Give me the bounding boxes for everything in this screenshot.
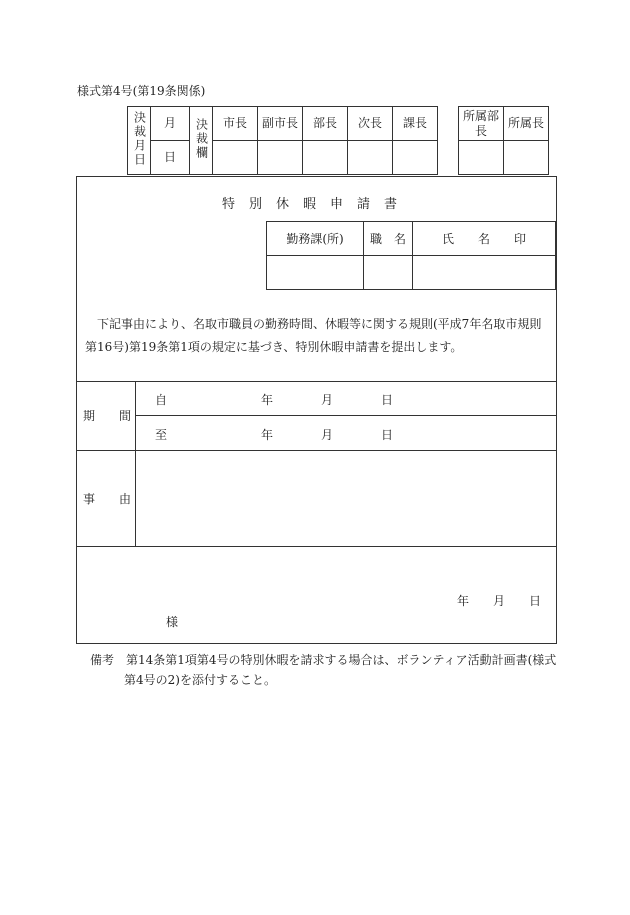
role-dept-director: 所属部長 bbox=[459, 107, 504, 141]
form-number: 様式第4号(第19条関係) bbox=[77, 84, 206, 98]
role-deputy-mayor: 副市長 bbox=[258, 107, 303, 141]
period-from-day: 日 bbox=[381, 393, 394, 407]
period-from-year: 年 bbox=[261, 393, 274, 407]
stamp-deputy-director[interactable] bbox=[348, 141, 393, 175]
position-field[interactable] bbox=[364, 256, 413, 290]
remarks-text-line2: 第4号の2)を添付すること。 bbox=[124, 673, 276, 687]
role-dept-head: 所属長 bbox=[504, 107, 549, 141]
footer-day: 日 bbox=[529, 594, 542, 608]
remarks-label: 備考 bbox=[90, 653, 115, 667]
period-to-label: 至 bbox=[155, 428, 168, 442]
application-form bbox=[76, 176, 557, 644]
addressee-suffix: 様 bbox=[166, 615, 179, 629]
role-deputy-director: 次長 bbox=[348, 107, 393, 141]
approval-column-label: 決裁欄 bbox=[190, 107, 213, 175]
document-title: 特別休暇申請書 bbox=[221, 197, 411, 212]
period-to-month: 月 bbox=[321, 428, 334, 442]
name-header: 氏 名 印 bbox=[413, 222, 556, 256]
period-from-label: 自 bbox=[155, 393, 168, 407]
approval-month-label: 月 bbox=[151, 107, 190, 141]
role-mayor: 市長 bbox=[213, 107, 258, 141]
approval-day-label: 日 bbox=[151, 141, 190, 175]
approval-table bbox=[127, 106, 549, 175]
dept-header: 勤務課(所) bbox=[267, 222, 364, 256]
footer-month: 月 bbox=[493, 594, 506, 608]
position-header: 職 名 bbox=[364, 222, 413, 256]
approval-date-label: 決裁月日 bbox=[128, 107, 151, 175]
stamp-director[interactable] bbox=[303, 141, 348, 175]
stamp-mayor[interactable] bbox=[213, 141, 258, 175]
remarks-text-line1: 第14条第1項第4号の特別休暇を請求する場合は、ボランティア活動計画書(様式 bbox=[126, 653, 557, 667]
role-section-chief: 課長 bbox=[393, 107, 438, 141]
name-field[interactable] bbox=[413, 256, 556, 290]
period-label: 期 間 bbox=[83, 409, 132, 423]
footer-year: 年 bbox=[457, 594, 470, 608]
period-to-year: 年 bbox=[261, 428, 274, 442]
statement-text: 下記事由により、名取市職員の勤務時間、休暇等に関する規則(平成7年名取市規則第16号)第19条第1項の規定に基づき、特別休暇申請書を提出します。 bbox=[85, 317, 542, 354]
stamp-deputy-mayor[interactable] bbox=[258, 141, 303, 175]
stamp-section-chief[interactable] bbox=[393, 141, 438, 175]
remarks bbox=[90, 650, 570, 690]
stamp-dept-head[interactable] bbox=[504, 141, 549, 175]
stamp-dept-director[interactable] bbox=[459, 141, 504, 175]
applicant-table bbox=[266, 221, 556, 290]
reason-label: 事 由 bbox=[83, 492, 132, 506]
role-director: 部長 bbox=[303, 107, 348, 141]
dept-field[interactable] bbox=[267, 256, 364, 290]
period-from-month: 月 bbox=[321, 393, 334, 407]
reason-field[interactable] bbox=[137, 452, 554, 544]
period-to-day: 日 bbox=[381, 428, 394, 442]
